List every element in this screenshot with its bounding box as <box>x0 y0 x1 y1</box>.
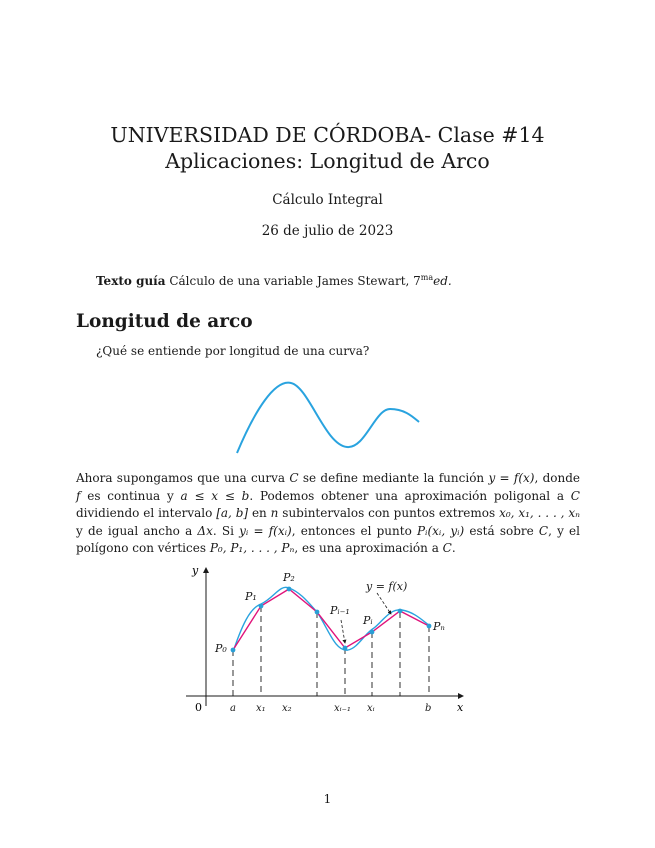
tick-x1: x₁ <box>256 703 266 714</box>
para-text-15: . <box>451 541 456 555</box>
approximation-polygon <box>233 589 429 650</box>
para-text-10: . Si <box>212 523 240 538</box>
para-text-14: , es una aproximación a <box>294 541 443 555</box>
guide-sup: ma <box>420 273 434 282</box>
vertex-p1 <box>259 604 264 609</box>
para-text-12: está sobre <box>464 523 539 538</box>
tick-xim1: xᵢ₋₁ <box>334 703 351 714</box>
para-text-6: dividiendo el intervalo <box>76 506 217 520</box>
math-yi: yᵢ = f(xᵢ) <box>239 523 292 538</box>
vertex-pn1 <box>398 609 403 614</box>
guide-reference: Cálculo de una variable James Stewart, 7 <box>169 274 421 288</box>
course-name: Cálculo Integral <box>272 192 383 208</box>
arrow-curve-label <box>377 593 391 614</box>
function-curve <box>233 587 430 652</box>
label-p2: P₂ <box>283 571 295 584</box>
tick-xi: xᵢ <box>367 703 375 714</box>
document-date: 26 de julio de 2023 <box>261 223 394 239</box>
guide-label: Texto guía <box>96 274 166 288</box>
curve-illustration <box>225 375 425 460</box>
math-C: C <box>289 471 299 485</box>
label-pn: Pₙ <box>433 620 445 633</box>
para-text-3: , donde <box>534 471 580 485</box>
vertex-pi <box>370 630 375 635</box>
math-points: x₀, x₁, . . . , xₙ <box>499 506 580 520</box>
tick-a: a <box>230 703 236 714</box>
document-title <box>0 122 655 174</box>
label-p0: P₀ <box>215 642 227 655</box>
polygon-approximation-figure <box>180 560 480 720</box>
vertex-pn <box>427 624 432 629</box>
math-C: C <box>442 541 452 555</box>
math-C: C <box>538 523 549 538</box>
label-pi: Pᵢ <box>363 614 373 627</box>
x-axis-label: x <box>457 701 464 714</box>
vertex-p2 <box>287 587 292 592</box>
math-C: C <box>570 488 580 503</box>
title-line-2: Aplicaciones: Longitud de Arco <box>165 149 490 173</box>
label-p1: P₁ <box>245 590 257 603</box>
para-text-5: . Podemos obtener una aproximación poligonal a <box>249 488 571 503</box>
math-interval: [a, b] <box>216 506 249 520</box>
para-text-9: y de igual ancho a <box>76 523 198 538</box>
body-paragraph <box>76 470 580 558</box>
arrow-pim1 <box>341 620 345 643</box>
math-range: a ≤ x ≤ b <box>180 488 250 503</box>
vertex-p0 <box>231 648 236 653</box>
math-n: n <box>270 506 279 520</box>
vertex-p3 <box>315 610 320 615</box>
para-text-4: es continua y <box>80 488 181 503</box>
para-text-2: se define mediante la función <box>298 471 489 485</box>
math-verts: P₀, P₁, . . . , Pₙ <box>209 541 295 555</box>
para-text-8: subintervalos con puntos extremos <box>278 506 500 520</box>
math-Pi: Pᵢ(xᵢ, yᵢ) <box>416 523 465 538</box>
para-text-13: , y el polígono con vértices <box>76 523 580 555</box>
label-pim1: Pᵢ₋₁ <box>330 604 350 617</box>
guide-suffix: ed. <box>433 274 452 288</box>
origin-label: 0 <box>195 701 202 714</box>
y-axis-label: y <box>192 564 199 577</box>
page-number: 1 <box>323 792 332 806</box>
title-line-1: UNIVERSIDAD DE CÓRDOBA- Clase #14 <box>110 123 545 147</box>
illustration-curve <box>237 383 419 453</box>
para-text-11: , entonces el punto <box>291 523 417 538</box>
math-f: f <box>76 488 81 503</box>
vertex-pim1 <box>343 646 348 651</box>
label-curve: y = f(x) <box>366 580 408 593</box>
tick-x2: x₂ <box>282 703 292 714</box>
section-question: ¿Qué se entiende por longitud de una curva? <box>96 344 370 358</box>
tick-b: b <box>425 703 432 714</box>
math-dx: Δx <box>197 523 213 538</box>
para-text-7: en <box>248 506 271 520</box>
math-fx: y = f(x) <box>488 471 535 485</box>
para-text-1: Ahora supongamos que una curva <box>76 471 290 485</box>
guide-text <box>96 273 452 288</box>
section-title: Longitud de arco <box>76 311 253 332</box>
